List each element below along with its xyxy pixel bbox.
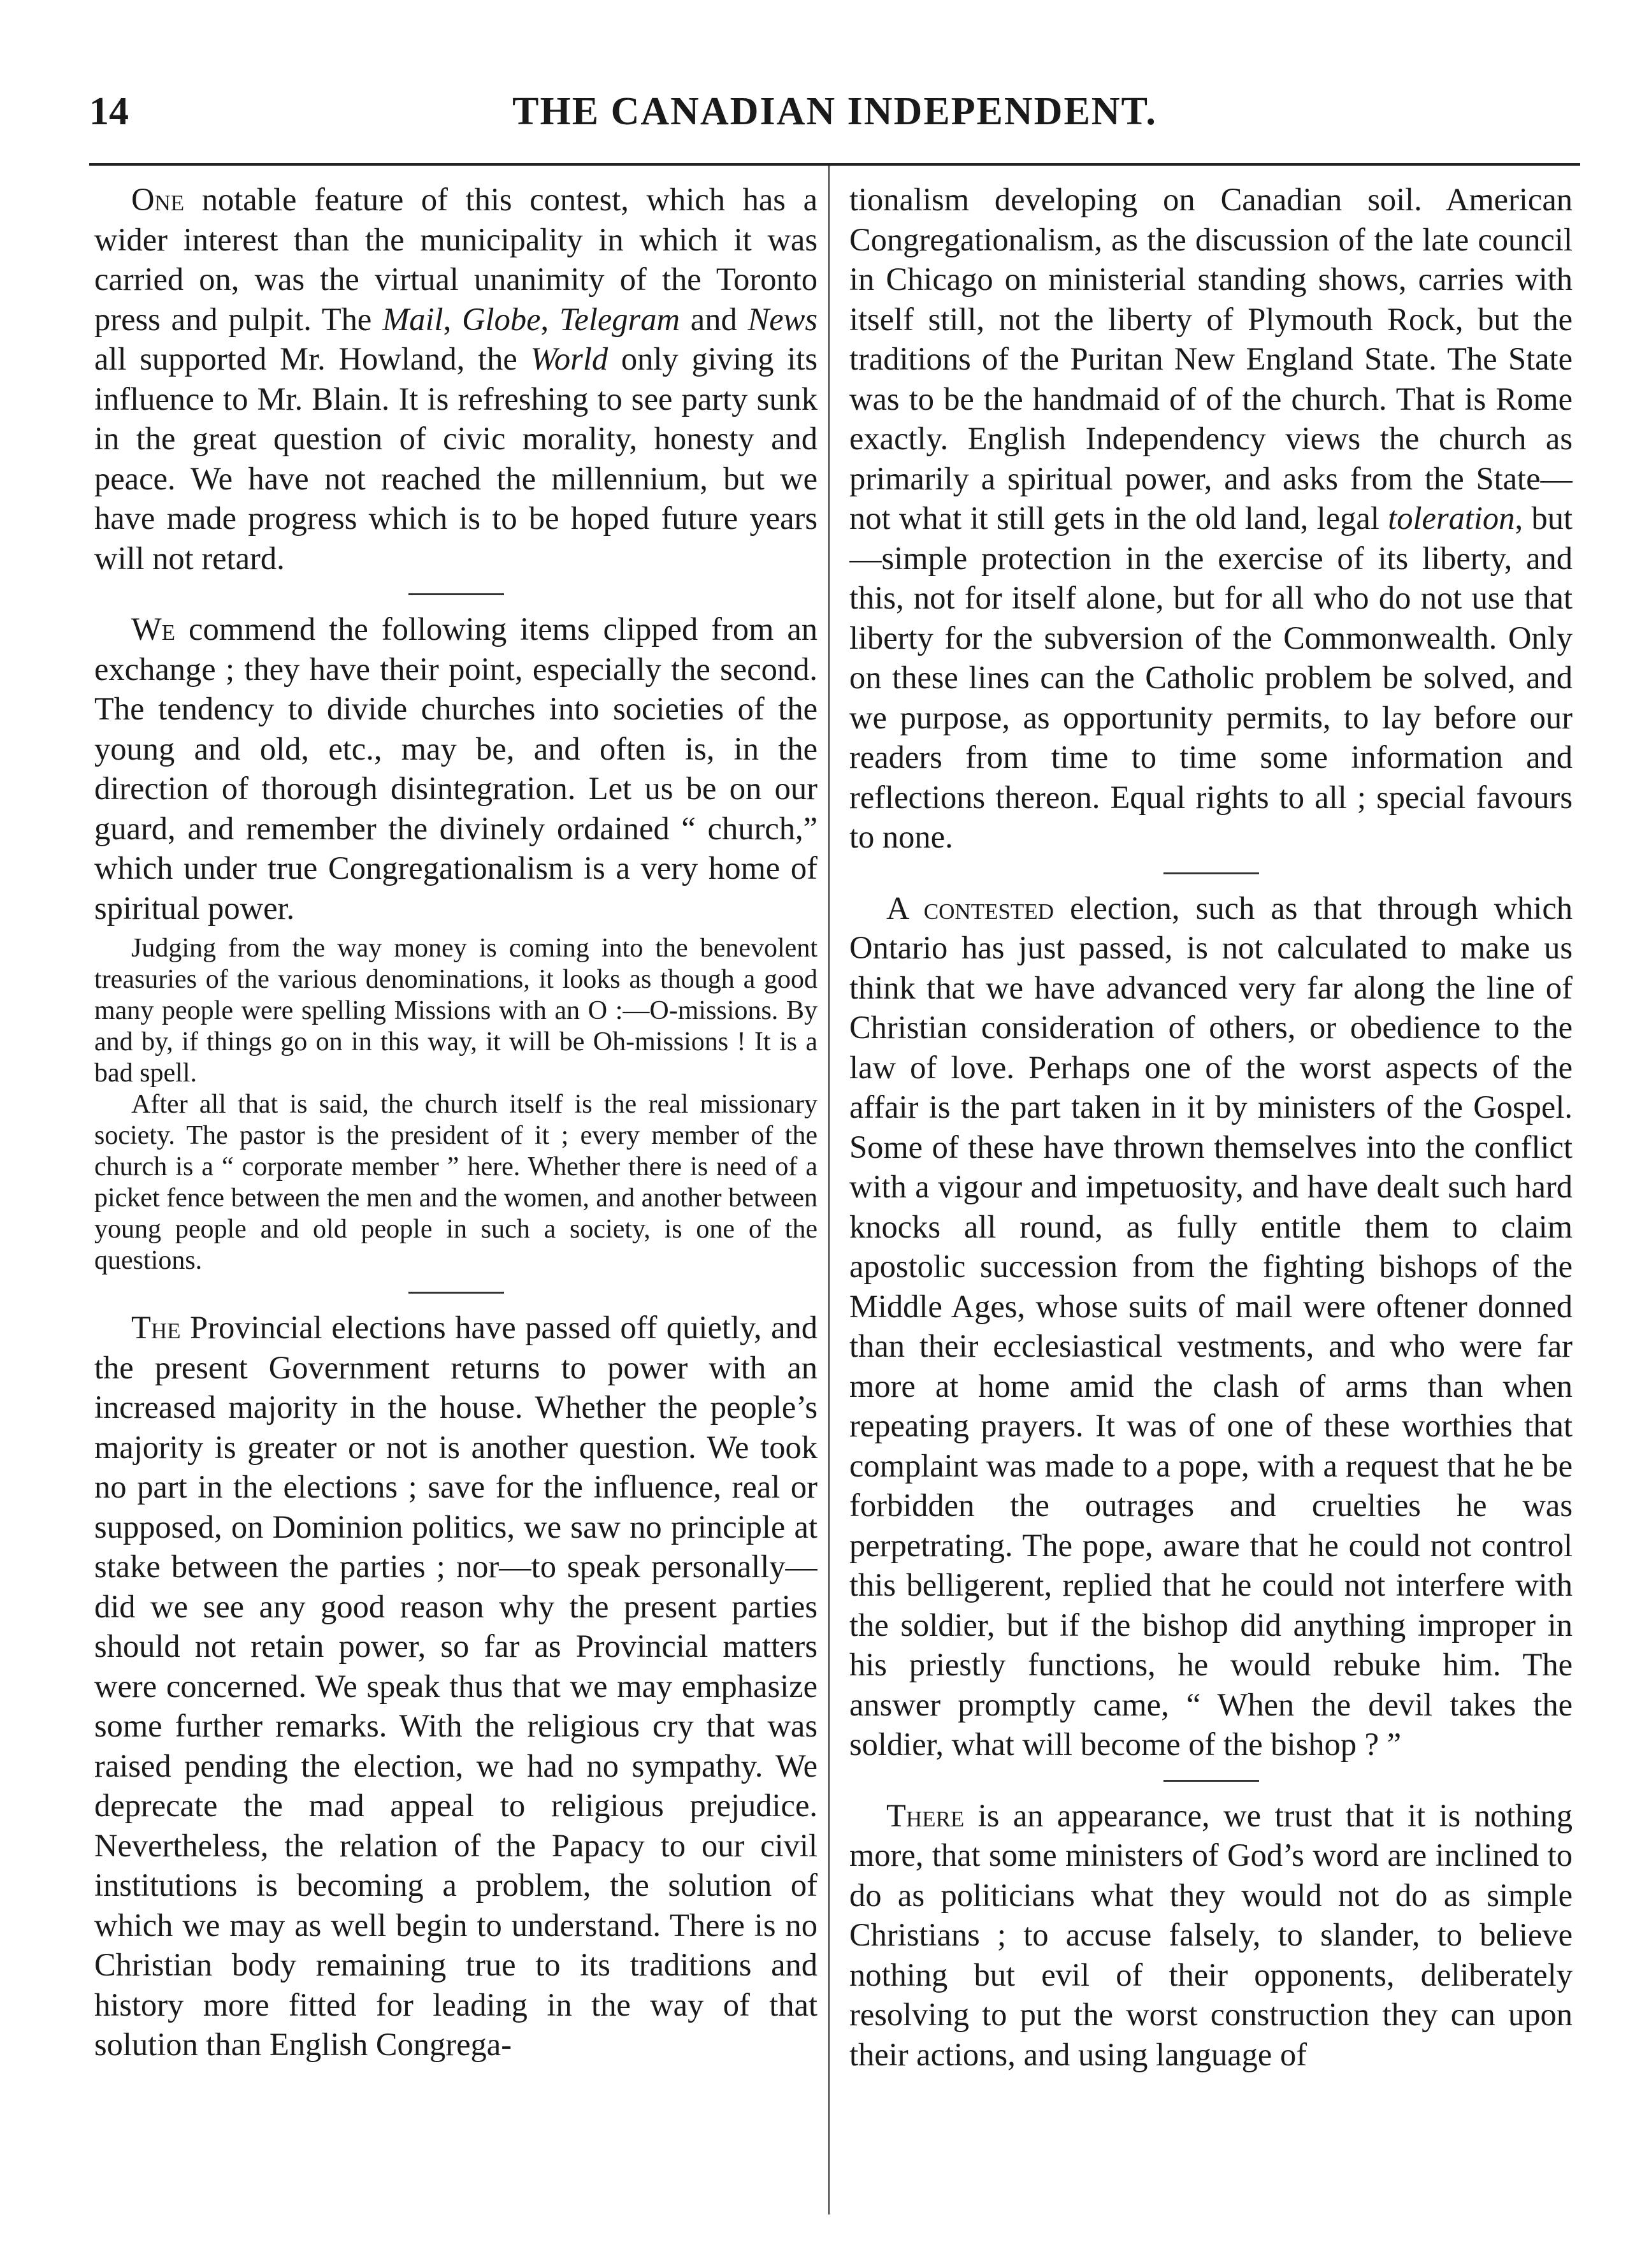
lead-word: We [131, 611, 176, 647]
journal-title: THE CANADIAN INDEPENDENT. [512, 90, 1157, 133]
header-rule [89, 163, 1580, 166]
left-column [94, 180, 817, 2209]
section-separator [1163, 872, 1259, 874]
section-separator [408, 1292, 504, 1294]
clipped-item-church-society: After all that is said, the church itself is the real missionary society. The pastor is the president of it ; every member of the church is a “ corporate member ” here. Whether there is need of a picket fence between the men and the women, and another between young people and old people in such a society, is one of the questions. [94, 1090, 817, 1275]
text-run: tionalism developing on Canadian soil. American Congregationalism, as the discussion of the late council in Chicago on ministerial standing shows, carries with itself still, not the liberty of Plymouth Rock, but the traditions of the Puritan New England State. The State was to be the handmaid of of the church. That is Rome exactly. English Independency views the church as primarily a spiritual power, and asks from the State—not what it still gets in the old land, legal [849, 182, 1573, 536]
section-separator [408, 593, 504, 595]
paragraph-provincial-elections [94, 1308, 817, 2065]
paragraph-congregationalism [849, 180, 1573, 857]
clipped-items [94, 933, 817, 1276]
text-run: all supported Mr. Howland, the [94, 341, 531, 377]
text-run: is an appearance, we trust that it is nothing more, that some ministers of God’s word are inclined to do as politicians what they would not do as simple Christians ; to accuse falsely, to slander, to believe nothing but evil of their opponents, deliberately resolving to put the worst construction they can upon their actions, and using language of [849, 1797, 1573, 2072]
text-run: commend the following items clipped from an exchange ; they have their point, especially the second. The tendency to divide churches into societies of the young and old, etc., may be, and often is, in the direction of thorough disintegration. Let us be on our guard, and remember the divinely ordained “ church,” which under true Congregationalism is a very home of spiritual power. [94, 611, 817, 926]
section-separator [1163, 1780, 1259, 1782]
text-run: , but—simple protection in the exercise of its liberty, and this, not for itself alone, but for all who do not use that liberty for the subversion of the Commonwealth. Only on these lines can the Catholic problem be solved, and we purpose, as opportunity permits, to lay before our readers from time to time some information and reflections thereon. Equal rights to all ; special favours to none. [849, 500, 1573, 855]
text-run: , [540, 301, 559, 337]
column-divider [828, 166, 830, 2214]
clipped-item-missions: Judging from the way money is coming into the benevolent treasuries of the various denominations, it looks as though a good many people were spelling Missions with an O :—O-missions. By and by, if things go on in this way, it will be Oh-missions ! It is a bad spell. [94, 934, 817, 1088]
newspaper-name: Globe [462, 301, 541, 337]
page-number: 14 [89, 90, 129, 133]
text-run: only giving its influence to Mr. Blain. It is refreshing to see party sunk in the great question of civic morality, honesty and peace. We have not reached the millennium, but we have made progress which is to be hoped future years will not retard. [94, 341, 817, 576]
right-column [849, 180, 1573, 2209]
newspaper-name: Telegram [559, 301, 680, 337]
lead-word: A contested [886, 890, 1054, 926]
paragraph-toronto-press [94, 180, 817, 578]
emphasis-toleration: toleration [1388, 500, 1515, 536]
newspaper-name: News [747, 301, 817, 337]
text-run: , [443, 301, 463, 337]
text-run: and [679, 301, 748, 337]
page-header [89, 89, 1580, 140]
lead-word: One [131, 182, 185, 217]
newspaper-name: Mail [382, 301, 443, 337]
text-run: election, such as that through which Ontario has just passed, is not calculated to make us think that we have advanced very far along the line of Christian consideration of others, or obedience to the law of love. Perhaps one of the worst aspects of the affair is the part taken in it by ministers of the Gospel. Some of these have thrown themselves into the conflict with a vigour and impetuosity, and have dealt such hard knocks all round, as fully entitle them to claim apostolic succession from the fighting bishops of the Middle Ages, whose suits of mail were oftener donned than their ecclesiastical vestments, and who were far more at home amid the clash of arms than when repeating prayers. It was of one of these worthies that complaint was made to a pope, with a request that he be forbidden the outrages and cruelties he was perpetrating. The pope, aware that he could not control this belligerent, replied that he could not interfere with the soldier, but if the bishop did anything improper in his priestly functions, he would rebuke him. The answer promptly came, “ When the devil takes the soldier, what will become of the bishop ? ” [849, 890, 1573, 1762]
newspaper-name: World [530, 341, 609, 377]
paragraph-clipped-items [94, 609, 817, 928]
lead-word: There [886, 1797, 965, 1833]
text-run: Provincial elections have passed off quietly, and the present Government returns to power with an increased majority in the house. Whether the people’s majority is greater or not is another question. We took no part in the elections ; save for the influence, real or supposed, on Dominion politics, we saw no principle at stake between the parties ; nor—to speak personally—did we see any good reason why the present parties should not retain power, so far as Provincial matters were concerned. We speak thus that we may emphasize some further remarks. With the religious cry that was raised pending the election, we had no sympathy. We deprecate the mad appeal to religious prejudice. Nevertheless, the relation of the Papacy to our civil institutions is becoming a problem, the solution of which we may as well begin to understand. There is no Christian body remaining true to its traditions and history more fitted for leading in the way of that solution than English Congrega- [94, 1310, 817, 2062]
paragraph-contested-election [849, 888, 1573, 1765]
paragraph-ministers-appearance [849, 1796, 1573, 2075]
text-run: notable feature of this contest, which has a wider interest than the municipality in which it was carried on, was the virtual unanimity of the Toronto press and pulpit. The [94, 182, 817, 337]
lead-word: The [131, 1310, 181, 1345]
